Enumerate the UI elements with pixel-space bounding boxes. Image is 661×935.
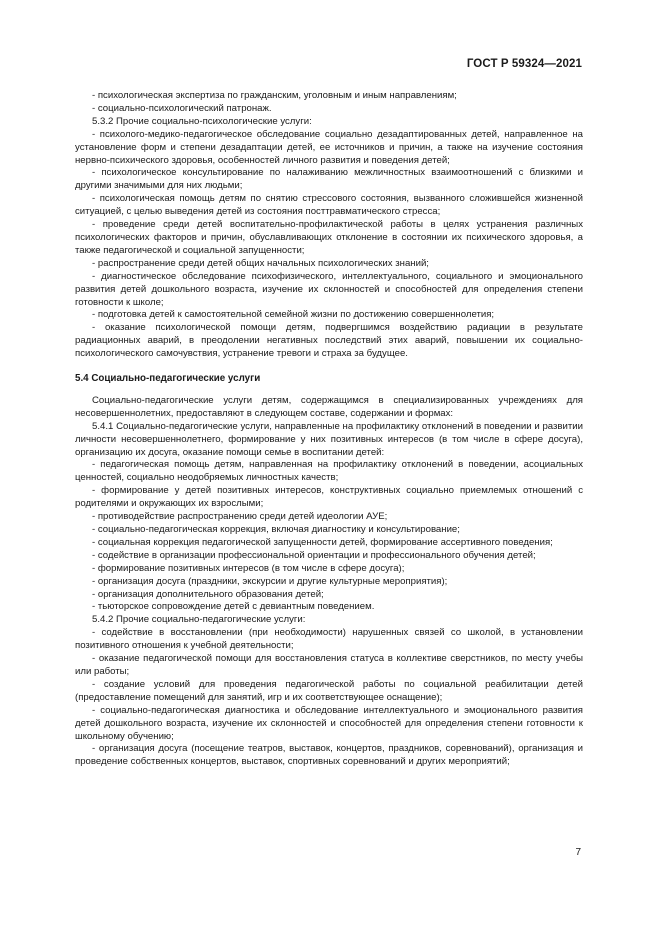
paragraph: - организация досуга (посещение театров, выставок, концертов, праздников, соревнований), организация и проведение собственных концертов, выставок, спортивных соревнований и других мероприятий; — [75, 743, 583, 768]
paragraph: - диагностическое обследование психофизического, интеллектуального, социального и эмоционального развития детей дошкольного возраста, изучение их склонностей и способностей для определения степени готовности к школе; — [75, 270, 583, 308]
paragraph: - оказание педагогической помощи для восстановления статуса в коллективе сверстников, по месту учебы или работы; — [75, 653, 583, 677]
paragraph: - распространение среди детей общих начальных психологических знаний; — [92, 257, 429, 269]
paragraph: - социальная коррекция педагогической запущенности детей, формирование ассертивного поведения; — [92, 536, 553, 548]
paragraph: 5.4.2 Прочие социально-педагогические услуги: — [92, 614, 306, 626]
paragraph: 5.4.1 Социально-педагогические услуги, направленные на профилактику отклонений в поведении и развитии личности несовершеннолетнего, формирование у них позитивных интересов (в том числе в сфере досуга), организацию их досуга, оказание помощи семье в воспитании детей: — [75, 420, 583, 458]
paragraph: - содействие в восстановлении (при необходимости) нарушенных связей со школой, в установлении позитивного отношения к учебной деятельности; — [75, 627, 583, 652]
paragraph: - психологическая помощь детям по снятию стрессового состояния, вызванного сложившейся жизненной ситуацией, с целью выведения детей из состояния посттравматического стресса; — [75, 193, 583, 218]
paragraph: - педагогическая помощь детям, направленная на профилактику отклонений в поведении, асоциальных ценностей, социально неодобряемых личностных качеств; — [75, 459, 583, 484]
paragraph: - тьюторское сопровождение детей с девиантным поведением. — [92, 601, 375, 613]
paragraph: - формирование у детей позитивных интересов, конструктивных социально приемлемых отношений с родителями и окружающих их взрослыми; — [75, 485, 583, 510]
paragraph: - оказание психологической помощи детям, подвергшимся воздействию радиации в результате радиационных аварий, в преодолении негативных последствий этих аварий, повышении их социально-психологического самочувствия, устранение тревоги и страха за будущее. — [75, 322, 583, 360]
paragraph: 5.3.2 Прочие социально-психологические услуги: — [92, 115, 312, 127]
paragraph: - социально-педагогическая коррекция, включая диагностику и консультирование; — [92, 524, 460, 535]
paragraph: - проведение среди детей воспитательно-профилактической работы в целях устранения различных психологических факторов и причин, обуславливающих отклонение в состоянии их психического здоровья, а также педагогической и социальной запущенности; — [75, 219, 583, 256]
paragraph: - создание условий для проведения педагогической работы по социальной реабилитации детей (предоставление помещений для занятий, игр и их соответствующее оснащение); — [75, 678, 583, 703]
paragraph: - организация досуга (праздники, экскурсии и другие культурные мероприятия); — [92, 575, 448, 587]
paragraph: - подготовка детей к самостоятельной семейной жизни по достижению совершеннолетия; — [92, 309, 495, 321]
page-number: 7 — [575, 847, 581, 858]
paragraph: Социально-педагогические услуги детям, содержащимся в специализированных учреждениях для несовершеннолетних, предоставляют в следующем составе, содержании и формах: — [75, 394, 583, 419]
section-heading: 5.4 Социально-педагогические услуги — [75, 373, 261, 385]
document-body — [75, 90, 583, 769]
paragraph: - психолого-медико-педагогическое обследование социально дезадаптированных детей, направленное на установление форм и степени дезадаптации детей, ее источников и причин, а также на изучение состояния нервно-психического здоровья, особенностей личного развития и поведения детей; — [75, 128, 583, 166]
paragraph: - социально-педагогическая диагностика и обследование интеллектуального и эмоционального развития детей дошкольного возраста, изучение их склонностей и способностей для определения степени готовности к школьному обучению; — [75, 704, 583, 742]
paragraph: - противодействие распространению среди детей идеологии АУЕ; — [92, 511, 388, 523]
paragraph: - социально-психологический патронаж. — [92, 102, 272, 114]
paragraph: - содействие в организации профессиональной ориентации и профессионального обучения детей; — [92, 549, 536, 561]
paragraph: - организация дополнительного образования детей; — [92, 588, 324, 600]
paragraph: - формирование позитивных интересов (в том числе в сфере досуга); — [92, 562, 405, 574]
paragraph: - психологическая экспертиза по гражданским, уголовным и иным направлениям; — [92, 90, 457, 101]
paragraph: - психологическое консультирование по налаживанию межличностных взаимоотношений с близкими и другими значимыми для них людьми; — [75, 167, 583, 192]
page-header-standard-id: ГОСТ Р 59324—2021 — [466, 58, 582, 70]
